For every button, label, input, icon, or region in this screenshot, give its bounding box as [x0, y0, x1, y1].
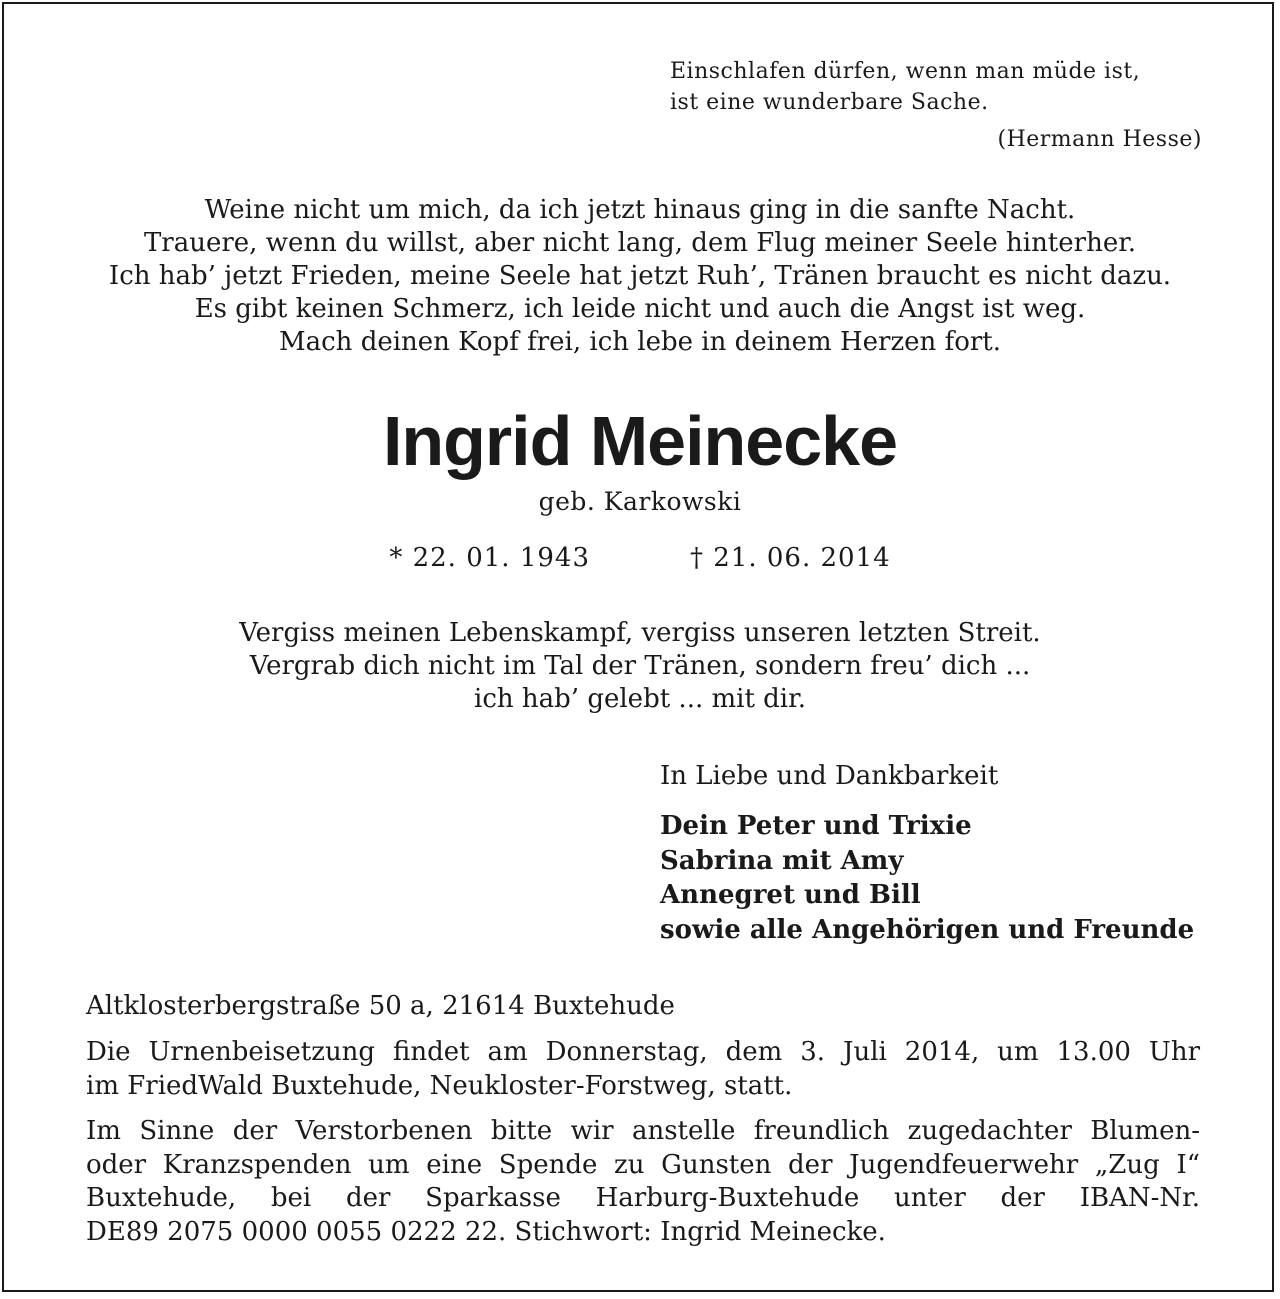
poem-line: Es gibt keinen Schmerz, ich leide nicht und auch die Angst ist weg. [194, 294, 1086, 324]
signers-list [660, 809, 1194, 947]
donation-info [86, 1115, 1200, 1249]
address: Altklosterbergstraße 50 a, 21614 Buxtehude [86, 991, 675, 1021]
deceased-name: Ingrid Meinecke [382, 402, 898, 480]
poem-line: Trauere, wenn du willst, aber nicht lang, dem Flug meiner Seele hinterher. [143, 228, 1137, 258]
poem-bottom [4, 617, 1276, 716]
obituary-notice [2, 2, 1274, 1292]
poem-line: ich hab’ gelebt ... mit dir. [474, 684, 806, 714]
epigraph-author: (Hermann Hesse) [997, 127, 1202, 152]
epigraph-line: Einschlafen dürfen, wenn man müde ist, [670, 59, 1141, 84]
birth-date: * 22. 01. 1943 [389, 543, 590, 573]
signer: Sabrina mit Amy [660, 845, 904, 876]
poem-line: Vergiss meinen Lebenskampf, vergiss unseren letzten Streit. [239, 618, 1041, 648]
donation-line: Im Sinne der Verstorbenen bitte wir anstelle freundlich zugedachter Blumen- [86, 1116, 1200, 1146]
closing-phrase: In Liebe und Dankbarkeit [660, 761, 999, 791]
signer: sowie alle Angehörigen und Freunde [660, 914, 1195, 945]
poem-line: Weine nicht um mich, da ich jetzt hinaus ging in die sanfte Nacht. [204, 195, 1076, 225]
epigraph-line: ist eine wunderbare Sache. [670, 90, 989, 115]
donation-line: oder Kranzspenden um eine Spende zu Gunsten der Jugendfeuerwehr „Zug I“ [86, 1149, 1200, 1180]
signer: Annegret und Bill [660, 880, 921, 910]
burial-info [86, 1036, 1200, 1103]
poem-line: Mach deinen Kopf frei, ich lebe in deinem Herzen fort. [279, 327, 1001, 357]
poem-line: Vergrab dich nicht im Tal der Tränen, sondern freu’ dich ... [249, 651, 1031, 681]
donation-line: DE89 2075 0000 0055 0222 22. Stichwort: Ingrid Meinecke. [86, 1216, 886, 1247]
poem-line: Ich hab’ jetzt Frieden, meine Seele hat jetzt Ruh’, Tränen braucht es nicht dazu. [108, 261, 1172, 291]
donation-line: Buxtehude, bei der Sparkasse Harburg-Buxtehude unter der IBAN-Nr. [86, 1183, 1200, 1213]
poem-top [4, 194, 1276, 359]
signer: Dein Peter und Trixie [660, 811, 972, 841]
epigraph-quote [670, 56, 1202, 155]
maiden-name: geb. Karkowski [538, 487, 742, 516]
life-dates [4, 542, 1276, 574]
burial-line: im FriedWald Buxtehude, Neukloster-Forstweg, statt. [86, 1070, 793, 1101]
burial-line: Die Urnenbeisetzung findet am Donnerstag, dem 3. Juli 2014, um 13.00 Uhr [86, 1037, 1200, 1067]
death-date: † 21. 06. 2014 [690, 543, 891, 573]
